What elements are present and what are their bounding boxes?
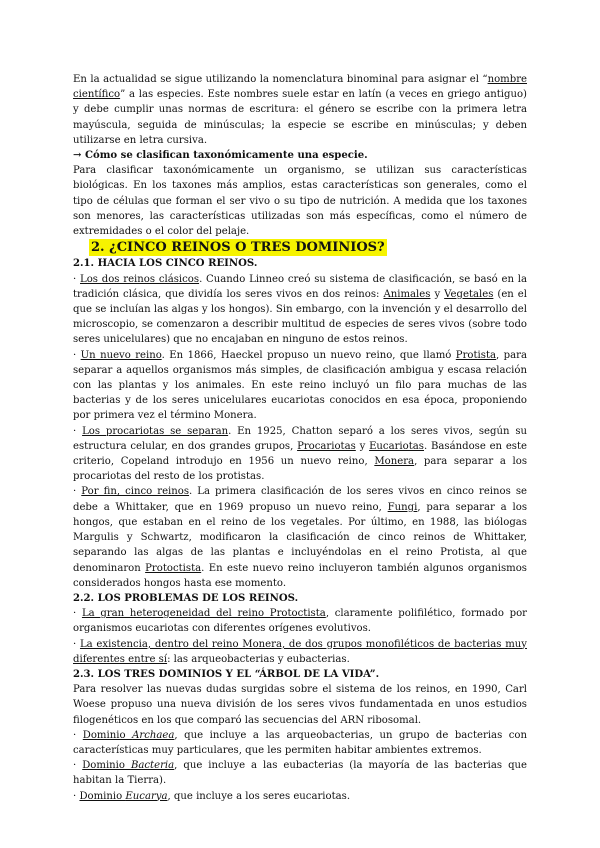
list-item-new-kingdom [73, 348, 527, 424]
list-item-monophyletic [73, 637, 527, 667]
list-item-lead [83, 730, 175, 741]
list-item-bacteria [73, 758, 527, 788]
text: . En 1866, Haeckel propuso un nuevo reino, que llamó [161, 349, 456, 361]
list-item-eucarya [73, 789, 527, 804]
list-item-lead: La existencia, dentro del reino Monera, de dos grupos monofiléticos de bacterias muy diferentes entre sí [73, 638, 527, 665]
list-item-lead [82, 760, 174, 771]
text: . Basándose en este criterio, Copeland introdujo en 1956 un nuevo reino, [73, 440, 527, 468]
section-title: 2. ¿CINCO REINOS O TRES DOMINIOS? [91, 240, 385, 256]
text: , para separar a los procariotas del resto de los protistas. [73, 456, 528, 483]
list-item-archaea [73, 728, 527, 758]
bullet: · [73, 608, 77, 620]
bullet: · [73, 760, 77, 772]
text: , que incluye a las arqueobacterias, un grupo de bacterias con características muy particulares, que les permiten habitar ambientes extremos. [73, 729, 528, 756]
document-body [73, 72, 527, 804]
text: y [355, 440, 370, 452]
term-bacteria: Bacteria [130, 760, 175, 772]
list-item-five-kingdoms [73, 484, 527, 590]
list-item-lead: Un nuevo reino [80, 349, 162, 361]
paragraph-woese: Para resolver las nuevas dudas surgidas sobre el sistema de los reinos, en 1990, Carl Woese propuso una nueva división de los seres vivos fundamentada en unos estudios filogenéticos en los que comparó las secuencias del ARN ribosomal. [73, 684, 527, 726]
text: , para separar a los hongos, que estaban en el reino de los vegetales. Por último, en 1988, las biólogas Margulis y Schwartz, modificaron la clasificación de cinco reinos de Whittaker, separando las algas de las plantas e incluyéndolas en el reino Protista, al que denominaron [73, 501, 527, 574]
text: Dominio [79, 790, 126, 802]
subsection-2-3-heading: 2.3. LOS TRES DOMINIOS Y EL “ÁRBOL DE LA VIDA”. [73, 668, 380, 680]
list-item-lead [79, 791, 167, 802]
text: , para separar a aquellos organismos más simples, de clasificación ambigua y escasa relación con las plantas y los animales. En este reino incluyó un filo para muchas de las bacterias y de los seres unicelulares eucariotas conocidos en esa época, proponiendo por primera vez el término Monera. [73, 349, 527, 422]
term-protista: Protista [455, 349, 497, 361]
list-item-heterogeneity [73, 606, 527, 636]
term-protoctista: Protoctista [145, 562, 202, 574]
list-item-lead: Por fin, cinco reinos [81, 486, 190, 498]
term-procariotas: Procariotas [297, 440, 356, 452]
term-monera: Monera [374, 456, 415, 468]
paragraph-classification: Para clasificar taxonómicamente un organismo, se utilizan sus características biológicas. En los taxones más amplios, estas características son generales, como el tipo de células que forman el ser vivo o su tipo de nutrición. A medida que los taxones son menores, las características utilizadas son más específicas, como el número de extremidades o el color del pelaje. [73, 165, 527, 238]
paragraph-nomenclature [73, 72, 527, 148]
bullet: · [73, 349, 77, 361]
text: , claramente polifilético, formado por organismos eucariotas con diferentes orígenes evolutivos. [73, 608, 527, 635]
subheading-classification: → Cómo se clasifican taxonómicamente una especie. [73, 150, 368, 162]
term-eucariotas: Eucariotas [369, 440, 424, 452]
text: : las arqueobacterias y eubacterias. [167, 653, 350, 665]
term-archaea: Archaea [132, 729, 175, 741]
term-fungi: Fungi [387, 501, 418, 513]
term-eucarya: Eucarya [125, 790, 168, 802]
text: Dominio [82, 760, 131, 772]
bullet: · [73, 273, 77, 285]
text: . La primera clasificación de los seres vivos en cinco reinos se debe a Whittaker, que en 1969 propuso un nuevo reino, [73, 486, 527, 513]
text: Dominio [82, 729, 133, 741]
list-item-lead: La gran heterogeneidad del reino Protoctista [81, 608, 326, 620]
list-item-two-kingdoms [73, 272, 527, 348]
subsection-2-2-heading: 2.2. LOS PROBLEMAS DE LOS REINOS. [73, 592, 299, 604]
subsection-2-1-heading: 2.1. HACIA LOS CINCO REINOS. [73, 258, 258, 270]
text: ” a las especies. Este nombres suele estar en latín (a veces en griego antiguo) y debe cumplir unas normas de escritura: el género se escribe con la primera letra mayúscula, seguida de minúsculas; la especie se escribe en minúsculas; y deben utilizarse en letra cursiva. [73, 89, 527, 146]
bullet: · [73, 425, 77, 437]
text: . Cuando Linneo creó su sistema de clasificación, se basó en la tradición clásica, que dividía los seres vivos en dos reinos: [73, 273, 528, 300]
term-vegetales: Vegetales [444, 288, 494, 300]
term-animales: Animales [383, 288, 431, 300]
text: , que incluye a las eubacterias (la mayoría de las bacterias que habitan la Tierra). [73, 760, 528, 787]
text: , que incluye a los seres eucariotas. [167, 790, 351, 802]
text: (en el que se incluían las algas y los hongos). Sin embargo, con la invención y el desarrollo del microscopio, se comenzaron a describir multitud de especies de seres vivos (sobre todo seres unicelulares) que no encajaban en ninguno de estos reinos. [73, 288, 528, 346]
bullet: · [73, 638, 77, 650]
text: . En este nuevo reino incluyeron también algunos organismos considerados hongos hasta ese momento. [73, 562, 527, 589]
bullet: · [73, 486, 77, 498]
list-item-lead: Los dos reinos clásicos [80, 273, 200, 285]
term-nombre-cientifico: nombre científico [73, 74, 527, 101]
bullet: · [73, 729, 77, 741]
list-item-prokaryotes [73, 424, 527, 485]
text: y [430, 288, 445, 300]
bullet: · [73, 790, 77, 802]
text: . En 1925, Chatton separó a los seres vivos, según su estructura celular, en dos grandes grupos, [73, 425, 527, 452]
text: En la actualidad se sigue utilizando la nomenclatura binominal para asignar el “ [73, 74, 488, 85]
list-item-lead: Los procariotas se separan [82, 425, 229, 437]
